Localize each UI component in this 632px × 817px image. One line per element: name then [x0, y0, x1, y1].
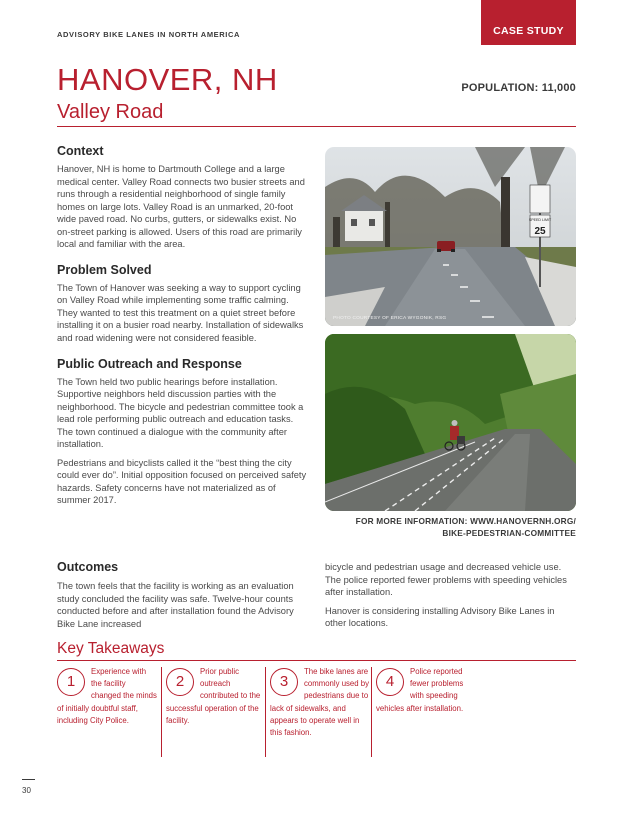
key-takeaways-heading: Key Takeaways — [57, 640, 165, 657]
takeaway-item — [376, 666, 476, 715]
takeaway-divider — [161, 667, 162, 757]
road-photo-1 — [325, 147, 576, 326]
page-subtitle: Valley Road — [57, 101, 164, 123]
left-column — [57, 144, 309, 507]
outreach-body-2: Pedestrians and bicyclists called it the “best thing the city could ever do”. Initial opposition focused on perceived safety hazards. Safety concerns have not materialized as of summer 2017. — [57, 457, 307, 506]
case-study-label: CASE STUDY — [493, 25, 564, 37]
footer-rule — [22, 779, 35, 780]
outreach-heading: Public Outreach and Response — [57, 356, 242, 371]
more-info — [356, 516, 576, 539]
speed-sign-value: 25 — [534, 226, 546, 237]
running-header: ADVISORY BIKE LANES IN NORTH AMERICA — [57, 30, 240, 39]
context-heading: Context — [57, 144, 104, 158]
takeaway-text: Prior public outreach contributed to the successful operation of the facility. — [166, 667, 261, 725]
takeaway-divider — [371, 667, 372, 757]
road-photo-2 — [325, 334, 576, 511]
outcomes-body-right-1: bicycle and pedestrian usage and decreased vehicle use. The police reported fewer problems with speeding vehicles after installation. — [325, 562, 567, 598]
takeaway-number-badge: 1 — [57, 668, 85, 696]
photo-credit: PHOTO COURTESY OF ERICA WYGONIK, RSG — [333, 316, 447, 321]
takeaway-text: The bike lanes are commonly used by pedestrians due to lack of sidewalks, and appears to operate well in this fashion. — [270, 667, 370, 738]
outcomes-heading: Outcomes — [57, 560, 119, 574]
takeaway-text: Experience with the facility changed the minds of initially doubtful staff, including City Police. — [57, 667, 157, 725]
takeaway-item — [57, 666, 157, 727]
page-title: HANOVER, NH — [57, 62, 278, 97]
takeaway-number-badge: 4 — [376, 668, 404, 696]
takeaway-number-badge: 3 — [270, 668, 298, 696]
problem-heading: Problem Solved — [57, 262, 152, 277]
more-info-line-1: FOR MORE INFORMATION: WWW.HANOVERNH.ORG/ — [355, 516, 576, 526]
takeaway-number-badge: 2 — [166, 668, 194, 696]
more-info-line-2: BIKE-PEDESTRIAN-COMMITTEE — [442, 527, 576, 538]
takeaway-text: Police reported fewer problems with speeding vehicles after installation. — [376, 667, 464, 713]
takeaway-item — [270, 666, 370, 739]
outcomes-right-column — [325, 561, 577, 630]
outreach-body-1: The Town held two public hearings before installation. Supportive neighbors held discussion parties with the neighborhood. The bicycle and pedestrian committee took a lead role performing public outreach and education tasks. The town continued a dialogue with the community after installation. — [57, 376, 304, 450]
case-study-tab — [481, 0, 576, 45]
population-label: POPULATION: 11,000 — [461, 82, 576, 94]
speed-sign-label: SPEED LIMIT — [528, 218, 552, 222]
problem-body: The Town of Hanover was seeking a way to support cycling on Valley Road while implementing some traffic calming. They wanted to test this treatment on a quiet street before installing it on a busier road nearby. Installation of sidewalks and road widening were not considered feasible. — [57, 282, 304, 344]
takeaway-divider — [265, 667, 266, 757]
takeaways-divider — [57, 660, 576, 661]
outcomes-body-left: The town feels that the facility is working as an evaluation study concluded the facility was safe. Twelve-hour counts conducted before and after installation found the Advisory Bike Lane increased — [57, 581, 294, 629]
title-divider — [57, 126, 576, 127]
takeaway-item — [166, 666, 266, 727]
outcomes-body-right-2: Hanover is considering installing Advisory Bike Lanes in other locations. — [325, 605, 555, 629]
context-body: Hanover, NH is home to Dartmouth College and a large medical center. Valley Road connects two busier streets and runs through a residential neighborhood of single family homes on large lots. Valley Road is an unmarked, 20-foot wide paved road. No curbs, gutters, or sidewalks exist. No on-street parking is allowed. Users of this road are primarily local and familiar with the area. — [57, 164, 305, 250]
page-number: 30 — [22, 786, 31, 795]
